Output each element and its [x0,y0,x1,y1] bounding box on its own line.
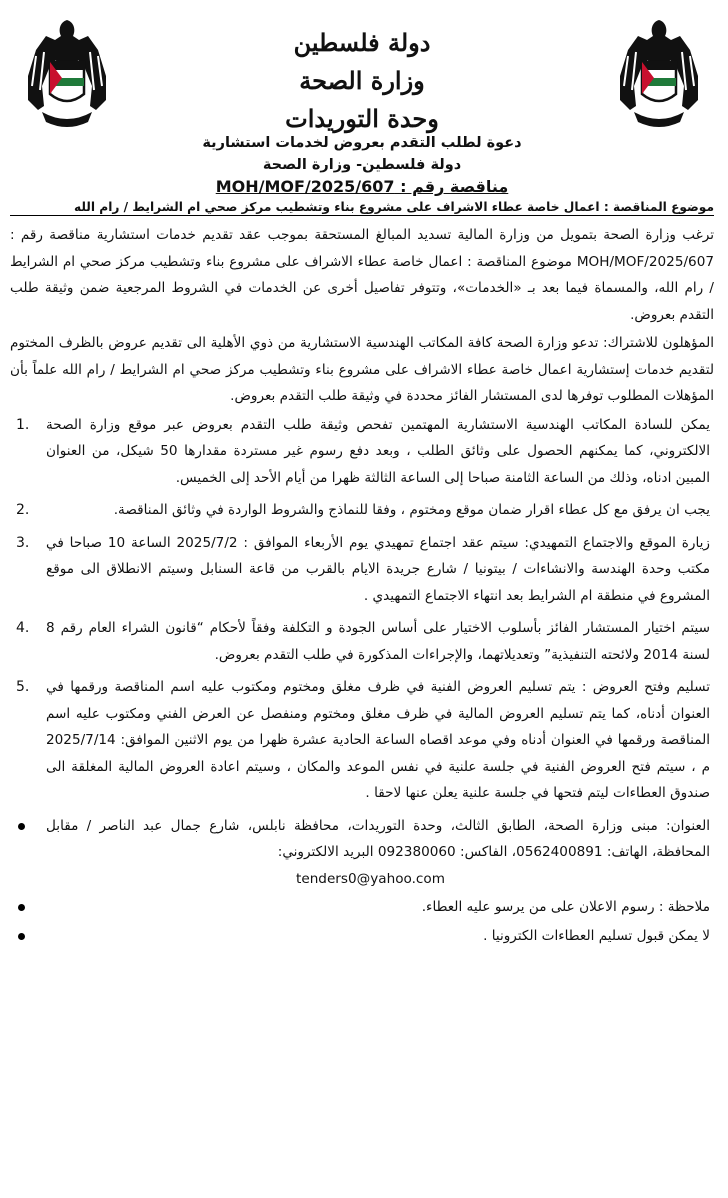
address-text: العنوان: مبنى وزارة الصحة، الطابق الثالث، وحدة التوريدات، محافظة نابلس، شارع جمال عبد الناصر / مقابل المحافظة، الهاتف: 0562400891، الفاكس: 092380060 البريد الالكتروني: [46,817,710,860]
bullet-dot [18,904,25,911]
address-bullet [10,813,714,893]
item-number: 2. [16,502,30,518]
item-text: يجب ان يرفق مع كل عطاء اقرار ضمان موقع ومختوم ، وفقا للنماذج والشروط الواردة في وثائق المناقصة. [113,502,710,518]
list-item [10,674,714,807]
list-item [10,615,714,668]
tender-subject: موضوع المناقصة : اعمال خاصة عطاء الاشراف على مشروع بناء وتشطيب مركز صحي ام الشرايط / رام الله [10,200,714,216]
note-text: ملاحظة : رسوم الاعلان على من يرسو عليه العطاء. [421,899,710,915]
notice-issuer: دولة فلسطين- وزارة الصحة [262,157,462,173]
item-text: زيارة الموقع والاجتماع التمهيدي: سيتم عقد اجتماع تمهيدي يوم الأربعاء الموافق : 2025/7/2 الساعة 10 صباحا في مكتب وحدة الهندسة والانشاءات / بيتونيا / شارع جريدة الايام بالقرب من قاعة السنابل وسيتم الانطلاق الى موقع المشروع في منطقة ام الشرايط بعد انتهاء الاجتماع التمهيدي . [46,534,710,604]
note-bullet [10,894,714,921]
list-item [10,497,714,524]
item-number: 4. [16,620,30,636]
palestine-emblem-right [614,16,704,134]
letterhead [10,0,714,133]
list-item [10,412,714,492]
item-number: 1. [16,416,30,433]
item-text: تسليم وفتح العروض : يتم تسليم العروض الفنية في ظرف مغلق ومختوم ومكتوب عليه اسم المناقصة ورقمها في العنوان أدناه، كما يتم تسليم العروض المالية في ظرف مغلق ومختوم ومنفصل عن العرض الفني ومكتوب عليه اسم المناقصة ورقمها في العنوان أدناه وفي موعد اقصاه الساعة الحادية عشرة ظهرا من يوم الاثنين الموافق: 2025/7/14 م ، سيتم فتح العروض الفنية في جلسة علنية في نفس الموعد والمكان ، وسيتم اعادة العروض المالية المغلقة الى صندوق العطاءات ليتم فتحها في جلسة علنية يعلن عنها لاحقا . [46,679,710,801]
electronic-bullet [10,923,714,950]
conditions-list [10,412,714,807]
notice-heading [10,132,714,198]
eligibility-paragraph: المؤهلون للاشتراك: تدعو وزارة الصحة كافة المكاتب الهندسية الاستشارية من ذوي الأهلية الى تقديم عروض بالظرف المختوم لتقديم خدمات إستشارية اعمال خاصة عطاء الاشراف على مشروع بناء وتشطيب مركز صحي ام الشرايط / رام الله علماً بأن المؤهلات المطلوب توفرها لدى المستشار الفائز محددة في وثيقة طلب التقدم بعروض. [10,335,714,404]
item-number: 5. [16,679,30,695]
item-text: سيتم اختيار المستشار الفائز بأسلوب الاختيار على أساس الجودة و التكلفة وفقاً لأحكام “قانون الشراء العام رقم 8 لسنة 2014 ولائحته التنفيذية” وتعديلاتهما، والإجراءات المذكورة في طلب التقدم بعروض. [46,620,710,663]
email-link[interactable]: tenders0@yahoo.com [296,870,445,887]
state-name: دولة فلسطين [293,28,431,57]
ministry-name: وزارة الصحة [299,66,425,95]
electronic-text: لا يمكن قبول تسليم العطاءات الكترونيا . [483,927,710,944]
eagle-emblem [620,20,698,127]
contact-bullets [10,813,714,950]
list-item [10,530,714,610]
item-number: 3. [16,534,30,551]
bullet-dot [18,933,25,940]
item-text: يمكن للسادة المكاتب الهندسية الاستشارية المهتمين تفحص وثيقة طلب التقدم بعروض عبر موقع وزارة الصحة الالكتروني، كما يمكنهم الحصول على وثائق الطلب ، وبعد دفع رسوم غير مستردة مقدارها 50 شيكل، من العنوان المبين ادناه، وذلك من الساعة الثامنة صباحا إلى الساعة الثالثة ظهرا من أيام الأحد إلى الخميس. [46,416,710,486]
intro-paragraph: ترغب وزارة الصحة بتمويل من وزارة المالية تسديد المبالغ المستحقة بموجب عقد تقديم خدمات استشارية مناقصة رقم : MOH/MOF/2025/607 موضوع المناقصة : اعمال خاصة عطاء الاشراف على مشروع بناء وتشطيب مركز صحي ام الشرايط / رام الله، والمسماة فيما بعد بـ «الخدمات»، وتتوفر تفاصيل أخرى عن الخدمات في الشروط المرجعية ضمن وثيقة طلب التقدم بعروض. [10,227,714,323]
notice-title: دعوة لطلب التقدم بعروض لخدمات استشارية [202,135,522,151]
palestine-emblem-left [22,16,112,134]
tender-number: مناقصة رقم : MOH/MOF/2025/607 [215,177,509,196]
unit-name: وحدة التوريدات [285,104,439,133]
bullet-dot [18,823,25,830]
eagle-emblem [28,20,106,127]
